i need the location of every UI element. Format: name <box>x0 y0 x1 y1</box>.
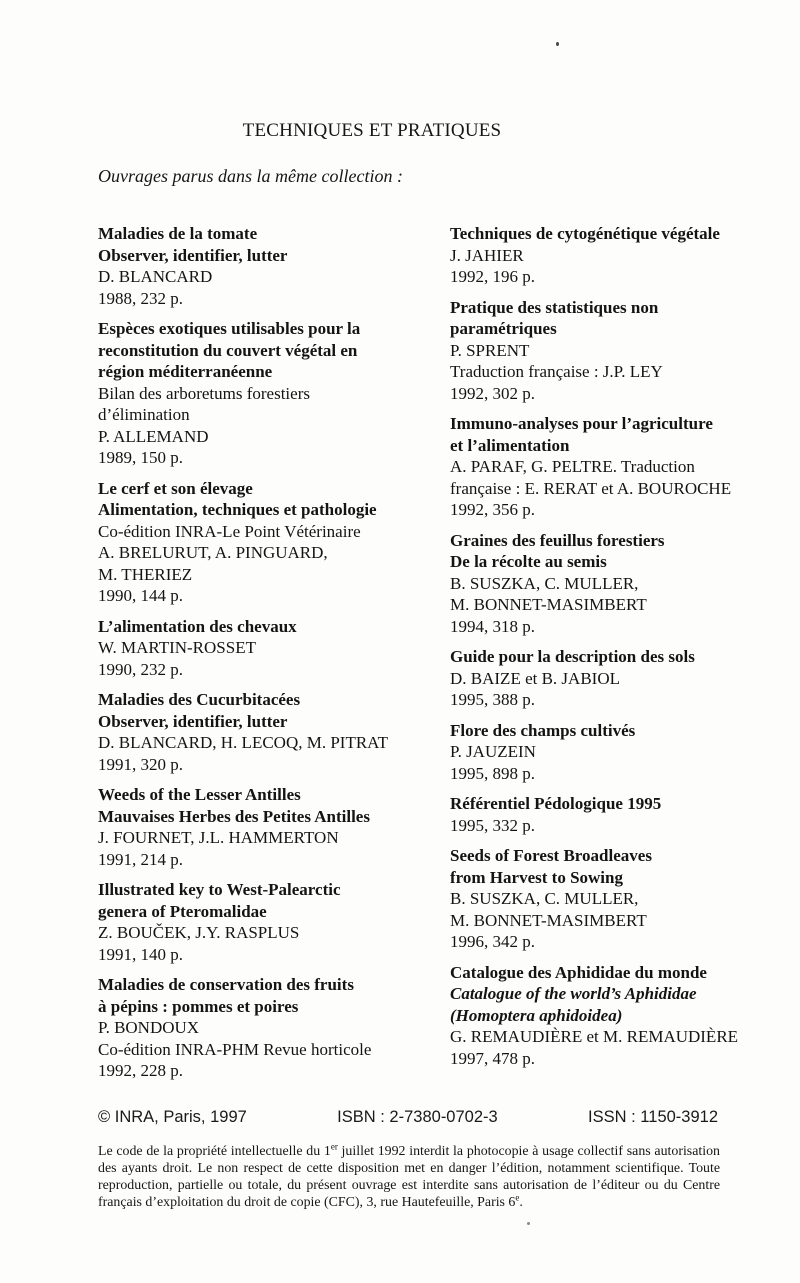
book-entry-line: Graines des feuillus forestiers <box>450 530 665 550</box>
book-entry-line: A. BRELURUT, A. PINGUARD, <box>98 543 328 562</box>
book-entry-line: Flore des champs cultivés <box>450 720 636 740</box>
book-entry <box>98 223 450 309</box>
book-entry-line: L’alimentation des chevaux <box>98 616 297 636</box>
legal-text: . <box>519 1194 523 1210</box>
book-entry <box>450 720 738 785</box>
book-entry-line: Traduction française : J.P. LEY <box>450 362 663 381</box>
book-entry <box>98 879 450 965</box>
book-entry-line: Techniques de cytogénétique végétale <box>450 224 720 243</box>
book-entry <box>98 784 450 870</box>
book-entry-line: 1992, 196 p. <box>450 267 535 286</box>
book-entry <box>98 318 450 469</box>
book-entry-line: M. BONNET-MASIMBERT <box>450 595 647 614</box>
book-entry-line: Espèces exotiques utilisables pour la <box>98 319 361 338</box>
book-entry-line: 1991, 320 p. <box>98 754 183 774</box>
book-entry-line: De la récolte au semis <box>450 552 607 571</box>
book-entry-line: 1991, 140 p. <box>98 944 183 964</box>
page-content <box>98 0 739 1091</box>
book-entry-line: Co-édition INRA-PHM Revue horticole <box>98 1039 372 1059</box>
book-entry-line: 1990, 232 p. <box>98 659 183 679</box>
book-entry <box>450 413 738 521</box>
copyright-notice: © INRA, Paris, 1997 <box>98 1108 247 1126</box>
book-entry-line: 1995, 332 p. <box>450 815 535 835</box>
imprint-row <box>98 1108 718 1127</box>
book-entry-line: Mauvaises Herbes des Petites Antilles <box>98 806 370 826</box>
book-entry-line: 1996, 342 p. <box>450 932 535 951</box>
book-entry-line: Pratique des statistiques non <box>450 297 659 317</box>
book-entry-line: Observer, identifier, lutter <box>98 711 288 731</box>
book-entry-line: Référentiel Pédologique 1995 <box>450 794 662 813</box>
book-entry-line: Z. BOUČEK, J.Y. RASPLUS <box>98 923 300 942</box>
book-entry-line: Maladies des Cucurbitacées <box>98 690 301 709</box>
book-entry-line: Co-édition INRA-Le Point Vétérinaire <box>98 521 361 541</box>
book-entry <box>98 689 450 775</box>
book-list <box>98 223 739 1091</box>
book-entry-line: J. FOURNET, J.L. HAMMERTON <box>98 828 339 847</box>
right-column <box>450 223 738 1091</box>
book-entry-line: française : E. RERAT et A. BOUROCHE <box>450 478 732 498</box>
book-entry-line: P. SPRENT <box>450 340 530 360</box>
book-entry-line: paramétriques <box>450 319 557 338</box>
book-entry-line: 1992, 228 p. <box>98 1061 183 1080</box>
book-entry <box>98 974 450 1082</box>
book-entry-line: D. BLANCARD <box>98 267 213 286</box>
book-entry-line: à pépins : pommes et poires <box>98 996 299 1016</box>
book-entry-line: 1997, 478 p. <box>450 1048 535 1068</box>
book-entry-line: Le cerf et son élevage <box>98 478 253 498</box>
book-entry <box>450 845 738 953</box>
book-entry-line: Observer, identifier, lutter <box>98 245 288 265</box>
book-entry <box>450 297 738 405</box>
book-entry-line: M. THERIEZ <box>98 564 193 584</box>
book-entry <box>98 616 450 681</box>
book-entry-line: Immuno-analyses pour l’agriculture <box>450 414 713 433</box>
book-entry-line: W. MARTIN-ROSSET <box>98 638 256 657</box>
book-entry-line: Alimentation, techniques et pathologie <box>98 500 377 519</box>
book-entry <box>98 478 450 607</box>
book-entry-line: P. ALLEMAND <box>98 426 209 446</box>
isbn-number: ISBN : 2-7380-0702-3 <box>337 1108 498 1126</box>
book-entry-line: reconstitution du couvert végétal en <box>98 340 358 360</box>
book-entry-line: P. JAUZEIN <box>450 742 536 761</box>
book-entry-line: Seeds of Forest Broadleaves <box>450 846 652 865</box>
book-entry-line: 1995, 388 p. <box>450 690 535 709</box>
book-entry-line: genera of Pteromalidae <box>98 901 267 921</box>
book-entry-line: Weeds of the Lesser Antilles <box>98 785 301 804</box>
book-entry <box>450 793 738 836</box>
book-entry-line: Catalogue des Aphididae du monde <box>450 962 707 982</box>
book-entry-line: 1992, 302 p. <box>450 383 535 403</box>
book-entry-line: G. REMAUDIÈRE et M. REMAUDIÈRE <box>450 1027 739 1046</box>
book-entry <box>450 530 738 638</box>
book-entry-line: P. BONDOUX <box>98 1018 200 1037</box>
book-entry-line: 1990, 144 p. <box>98 586 183 605</box>
book-entry-line: from Harvest to Sowing <box>450 867 623 887</box>
left-column <box>98 223 450 1091</box>
book-entry-line: 1988, 232 p. <box>98 288 183 308</box>
book-entry-line: (Homoptera aphidoidea) <box>450 1005 623 1025</box>
book-entry-line: Catalogue of the world’s Aphididae <box>450 984 697 1003</box>
book-entry <box>450 646 738 711</box>
book-entry-line: Illustrated key to West-Palearctic <box>98 880 341 899</box>
book-entry-line: M. BONNET-MASIMBERT <box>450 910 647 930</box>
book-entry-line: 1994, 318 p. <box>450 616 535 636</box>
ink-speck <box>527 1222 530 1225</box>
book-entry-line: Maladies de conservation des fruits <box>98 975 354 994</box>
legal-text: juillet 1992 interdit la photocopie à usage collectif sans autorisation des ayants droit. Le non respect de cette disposition met en danger l’édition, notamment scientifique. Toute reproduction, partielle ou totale, du présent ouvrage est interdite sans autorisation de l’éditeur ou du Centre français d’exploitation du droit de copie (CFC), 3, rue Hautefeuille, Paris 6 <box>98 1144 720 1210</box>
book-entry-line: B. SUSZKA, C. MULLER, <box>450 889 639 908</box>
book-entry-line: D. BAIZE et B. JABIOL <box>450 668 620 688</box>
book-entry-line: D. BLANCARD, H. LECOQ, M. PITRAT <box>98 733 388 752</box>
book-entry-line: d’élimination <box>98 405 190 424</box>
book-entry-line: 1992, 356 p. <box>450 500 535 519</box>
book-entry-line: A. PARAF, G. PELTRE. Traduction <box>450 457 695 476</box>
book-entry-line: région méditerranéenne <box>98 362 273 381</box>
book-entry <box>450 223 738 288</box>
book-entry-line: B. SUSZKA, C. MULLER, <box>450 573 639 593</box>
book-entry-line: J. JAHIER <box>450 245 524 265</box>
legal-text: Le code de la propriété intellectuelle du 1 <box>98 1144 331 1159</box>
book-entry-line: 1991, 214 p. <box>98 849 183 869</box>
book-entry-line: et l’alimentation <box>450 435 570 455</box>
issn-number: ISSN : 1150-3912 <box>588 1108 718 1126</box>
series-title: TECHNIQUES ET PRATIQUES <box>242 120 502 141</box>
book-entry-line: 1995, 898 p. <box>450 763 535 783</box>
book-entry-line: 1989, 150 p. <box>98 448 183 467</box>
book-entry-line: Bilan des arboretums forestiers <box>98 383 310 403</box>
book-entry <box>450 962 738 1070</box>
book-entry-line: Maladies de la tomate <box>98 224 258 243</box>
collection-subtitle: Ouvrages parus dans la même collection : <box>98 166 403 186</box>
legal-superscript: e <box>515 1192 520 1203</box>
book-entry-line: Guide pour la description des sols <box>450 647 695 666</box>
legal-notice <box>98 1141 720 1212</box>
legal-superscript: er <box>330 1141 338 1152</box>
